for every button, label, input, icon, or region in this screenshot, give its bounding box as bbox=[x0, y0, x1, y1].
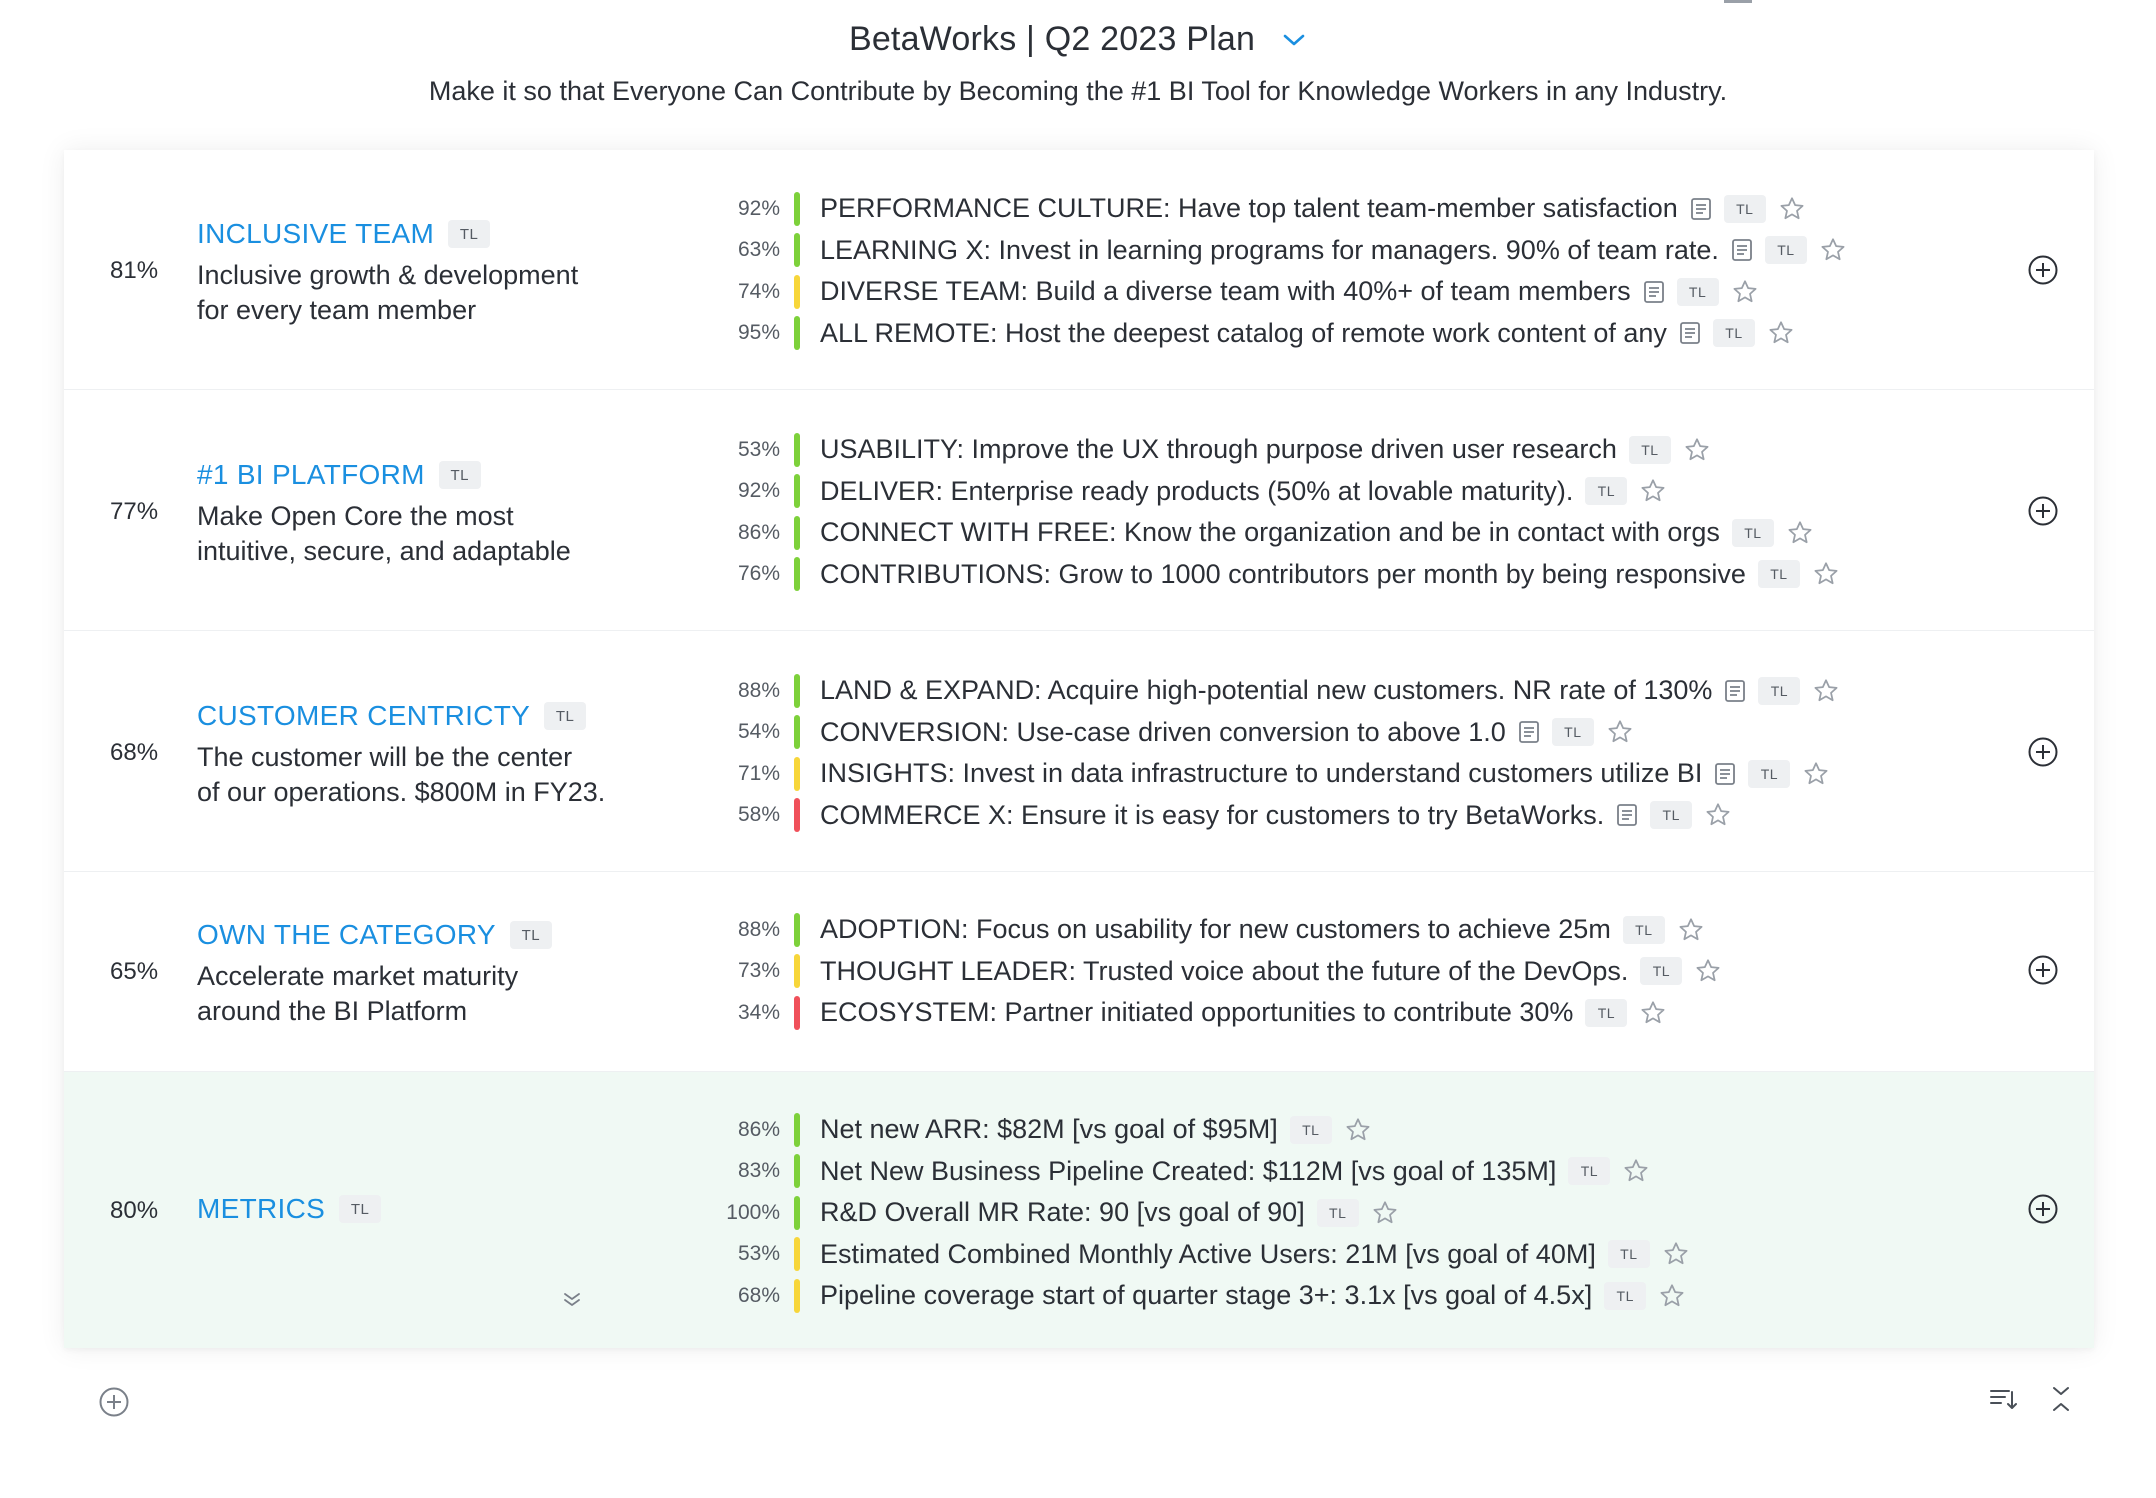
key-result bbox=[664, 188, 1847, 230]
status-bar-green bbox=[794, 316, 800, 350]
objective-inclusive-team bbox=[64, 150, 2094, 390]
add-key-result-button[interactable] bbox=[2027, 254, 2059, 286]
objective-description bbox=[197, 959, 627, 1029]
add-key-result-button[interactable] bbox=[2027, 954, 2059, 986]
objective-description bbox=[197, 499, 627, 569]
owner-badge[interactable]: TL bbox=[1640, 957, 1682, 985]
document-icon[interactable] bbox=[1643, 280, 1665, 304]
status-bar-green bbox=[794, 192, 800, 226]
kr-progress: 53% bbox=[737, 437, 780, 461]
star-icon[interactable] bbox=[1662, 1240, 1690, 1268]
star-icon[interactable] bbox=[1344, 1116, 1372, 1144]
sort-icon[interactable] bbox=[1988, 1384, 2018, 1414]
star-icon[interactable] bbox=[1658, 1282, 1686, 1310]
objective-description-line: The customer will be the center bbox=[197, 742, 573, 772]
kr-text[interactable]: Net New Business Pipeline Created: $112M [vs goal of 135M] bbox=[820, 1155, 1557, 1186]
status-bar-yellow bbox=[794, 954, 800, 988]
objective-header bbox=[197, 1193, 381, 1225]
status-bar-green bbox=[794, 1154, 800, 1188]
objective-title[interactable]: OWN THE CATEGORY bbox=[197, 919, 496, 950]
star-icon[interactable] bbox=[1606, 718, 1634, 746]
status-bar-green bbox=[794, 913, 800, 947]
star-icon[interactable] bbox=[1767, 319, 1795, 347]
key-result bbox=[664, 951, 1722, 993]
owner-badge[interactable]: TL bbox=[1290, 1116, 1332, 1144]
status-bar-yellow bbox=[794, 757, 800, 791]
objective-description-line: for every team member bbox=[197, 295, 477, 325]
owner-badge[interactable]: TL bbox=[1585, 999, 1627, 1027]
kr-text[interactable]: LAND & EXPAND: Acquire high-potential new customers. NR rate of 130% bbox=[820, 675, 1713, 706]
kr-progress: 88% bbox=[737, 678, 780, 702]
star-icon[interactable] bbox=[1786, 519, 1814, 547]
kr-progress: 92% bbox=[737, 479, 780, 503]
objective-title[interactable]: CUSTOMER CENTRICTY bbox=[197, 700, 531, 731]
objective-progress: 68% bbox=[110, 739, 159, 766]
owner-badge[interactable]: TL bbox=[1677, 278, 1719, 306]
kr-progress: 76% bbox=[737, 562, 780, 586]
add-key-result-button[interactable] bbox=[2027, 736, 2059, 768]
okr-board bbox=[64, 150, 2094, 1348]
owner-badge[interactable]: TL bbox=[1629, 436, 1671, 464]
owner-badge[interactable]: TL bbox=[1552, 718, 1594, 746]
objective-progress: 80% bbox=[110, 1197, 159, 1224]
kr-progress: 58% bbox=[737, 803, 780, 827]
objective-header bbox=[197, 919, 552, 951]
key-result bbox=[664, 992, 1722, 1034]
owner-badge[interactable]: TL bbox=[1724, 195, 1766, 223]
star-icon[interactable] bbox=[1677, 916, 1705, 944]
key-result bbox=[664, 429, 1840, 471]
status-bar-green bbox=[794, 433, 800, 467]
key-result bbox=[664, 1109, 1690, 1151]
star-icon[interactable] bbox=[1683, 436, 1711, 464]
add-objective-button[interactable] bbox=[98, 1386, 130, 1418]
kr-progress: 100% bbox=[726, 1200, 780, 1224]
kr-text[interactable]: DIVERSE TEAM: Build a diverse team with 40%+ of team members bbox=[820, 276, 1631, 307]
kr-text[interactable]: R&D Overall MR Rate: 90 [vs goal of 90] bbox=[820, 1197, 1305, 1228]
objective-title[interactable]: INCLUSIVE TEAM bbox=[197, 218, 435, 249]
star-icon[interactable] bbox=[1694, 957, 1722, 985]
key-result bbox=[664, 753, 1840, 795]
key-result bbox=[664, 471, 1840, 513]
objective-metrics bbox=[64, 1072, 2094, 1348]
kr-progress: 86% bbox=[737, 520, 780, 544]
kr-text[interactable]: Net new ARR: $82M [vs goal of $95M] bbox=[820, 1114, 1278, 1145]
status-bar-yellow bbox=[794, 1237, 800, 1271]
status-bar-red bbox=[794, 996, 800, 1030]
document-icon[interactable] bbox=[1690, 197, 1712, 221]
objective-description bbox=[197, 258, 627, 328]
objective-progress: 65% bbox=[110, 958, 159, 985]
objective-progress: 77% bbox=[110, 498, 159, 525]
kr-text[interactable]: Estimated Combined Monthly Active Users: 21M [vs goal of 40M] bbox=[820, 1238, 1596, 1269]
key-result bbox=[664, 230, 1847, 272]
owner-badge[interactable]: TL bbox=[339, 1195, 381, 1223]
top-edge-mark bbox=[1724, 0, 1752, 3]
star-icon[interactable] bbox=[1812, 560, 1840, 588]
document-icon[interactable] bbox=[1724, 679, 1746, 703]
document-icon[interactable] bbox=[1679, 321, 1701, 345]
key-results-list bbox=[664, 188, 1847, 354]
objective-bi-platform bbox=[64, 390, 2094, 631]
kr-progress: 54% bbox=[737, 720, 780, 744]
kr-text[interactable]: CONTRIBUTIONS: Grow to 1000 contributors per month by being responsive bbox=[820, 558, 1746, 589]
owner-badge[interactable]: TL bbox=[1608, 1240, 1650, 1268]
objective-description bbox=[197, 740, 627, 810]
kr-text[interactable]: ADOPTION: Focus on usability for new customers to achieve 25m bbox=[820, 914, 1611, 945]
owner-badge[interactable]: TL bbox=[1604, 1282, 1646, 1310]
star-icon[interactable] bbox=[1819, 236, 1847, 264]
owner-badge[interactable]: TL bbox=[1713, 319, 1755, 347]
owner-badge[interactable]: TL bbox=[439, 461, 481, 489]
owner-badge[interactable]: TL bbox=[1758, 677, 1800, 705]
kr-progress: 86% bbox=[737, 1117, 780, 1141]
kr-text[interactable]: CONNECT WITH FREE: Know the organization and be in contact with orgs bbox=[820, 517, 1720, 548]
objective-description-line: Make Open Core the most bbox=[197, 501, 514, 531]
owner-badge[interactable]: TL bbox=[510, 921, 552, 949]
owner-badge[interactable]: TL bbox=[544, 702, 586, 730]
key-result bbox=[664, 1151, 1690, 1193]
key-result bbox=[664, 554, 1840, 596]
star-icon[interactable] bbox=[1704, 801, 1732, 829]
kr-progress: 74% bbox=[737, 279, 780, 303]
objective-own-the-category bbox=[64, 872, 2094, 1072]
owner-badge[interactable]: TL bbox=[1765, 236, 1807, 264]
star-icon[interactable] bbox=[1639, 477, 1667, 505]
double-chevron-down-icon[interactable] bbox=[560, 1287, 584, 1311]
status-bar-red bbox=[794, 798, 800, 832]
star-icon[interactable] bbox=[1639, 999, 1667, 1027]
kr-progress: 53% bbox=[737, 1242, 780, 1266]
objective-progress: 81% bbox=[110, 257, 159, 284]
key-results-list bbox=[664, 909, 1722, 1034]
star-icon[interactable] bbox=[1778, 195, 1806, 223]
key-result bbox=[664, 1275, 1690, 1317]
collapse-all-icon[interactable] bbox=[2048, 1384, 2074, 1414]
owner-badge[interactable]: TL bbox=[1568, 1157, 1610, 1185]
plan-title[interactable]: BetaWorks | Q2 2023 Plan bbox=[848, 20, 1256, 58]
objective-header bbox=[197, 459, 481, 491]
owner-badge[interactable]: TL bbox=[1748, 760, 1790, 788]
key-result bbox=[664, 1192, 1690, 1234]
objective-title[interactable]: METRICS bbox=[197, 1193, 326, 1224]
kr-progress: 68% bbox=[737, 1283, 780, 1307]
kr-text[interactable]: PERFORMANCE CULTURE: Have top talent team-member satisfaction bbox=[820, 193, 1678, 224]
objective-header bbox=[197, 700, 586, 732]
document-icon[interactable] bbox=[1616, 803, 1638, 827]
kr-text[interactable]: ECOSYSTEM: Partner initiated opportunities to contribute 30% bbox=[820, 997, 1574, 1028]
status-bar-green bbox=[794, 674, 800, 708]
document-icon[interactable] bbox=[1731, 238, 1753, 262]
objective-customer-centricity bbox=[64, 631, 2094, 872]
status-bar-green bbox=[794, 474, 800, 508]
owner-badge[interactable]: TL bbox=[1317, 1199, 1359, 1227]
document-icon[interactable] bbox=[1714, 762, 1736, 786]
status-bar-green bbox=[794, 1113, 800, 1147]
kr-text[interactable]: THOUGHT LEADER: Trusted voice about the future of the DevOps. bbox=[820, 955, 1629, 986]
kr-progress: 83% bbox=[737, 1159, 780, 1183]
kr-text[interactable]: DELIVER: Enterprise ready products (50% at lovable maturity). bbox=[820, 475, 1574, 506]
chevron-down-icon[interactable] bbox=[1281, 27, 1307, 53]
objective-description-line: around the BI Platform bbox=[197, 996, 468, 1026]
objective-description-line: intuitive, secure, and adaptable bbox=[197, 536, 571, 566]
key-result bbox=[664, 670, 1840, 712]
star-icon[interactable] bbox=[1731, 278, 1759, 306]
add-key-result-button[interactable] bbox=[2027, 495, 2059, 527]
owner-badge[interactable]: TL bbox=[1623, 916, 1665, 944]
status-bar-yellow bbox=[794, 275, 800, 309]
kr-text[interactable]: LEARNING X: Invest in learning programs for managers. 90% of team rate. bbox=[820, 234, 1719, 265]
owner-badge[interactable]: TL bbox=[1650, 801, 1692, 829]
status-bar-green bbox=[794, 557, 800, 591]
objective-description-line: of our operations. $800M in FY23. bbox=[197, 777, 606, 807]
add-key-result-button[interactable] bbox=[2027, 1193, 2059, 1225]
owner-badge[interactable]: TL bbox=[1732, 519, 1774, 547]
star-icon[interactable] bbox=[1622, 1157, 1650, 1185]
objective-title[interactable]: #1 BI PLATFORM bbox=[197, 459, 425, 490]
key-result bbox=[664, 712, 1840, 754]
kr-progress: 63% bbox=[737, 238, 780, 262]
key-result bbox=[664, 795, 1840, 837]
kr-text[interactable]: USABILITY: Improve the UX through purpose driven user research bbox=[820, 434, 1617, 465]
kr-progress: 73% bbox=[737, 959, 780, 983]
owner-badge[interactable]: TL bbox=[1758, 560, 1800, 588]
key-result bbox=[664, 512, 1840, 554]
star-icon[interactable] bbox=[1812, 677, 1840, 705]
objective-description-line: Accelerate market maturity bbox=[197, 961, 519, 991]
status-bar-yellow bbox=[794, 1279, 800, 1313]
owner-badge[interactable]: TL bbox=[1585, 477, 1627, 505]
plan-mission: Make it so that Everyone Can Contribute by Becoming the #1 BI Tool for Knowledge Workers in any Industry. bbox=[428, 76, 1728, 106]
document-icon[interactable] bbox=[1518, 720, 1540, 744]
kr-progress: 92% bbox=[737, 196, 780, 220]
key-result bbox=[664, 909, 1722, 951]
objective-description-line: Inclusive growth & development bbox=[197, 260, 579, 290]
plan-title-row bbox=[0, 20, 2156, 59]
key-result bbox=[664, 313, 1847, 355]
owner-badge[interactable]: TL bbox=[448, 220, 490, 248]
kr-text[interactable]: INSIGHTS: Invest in data infrastructure to understand customers utilize BI bbox=[820, 758, 1703, 789]
kr-text[interactable]: Pipeline coverage start of quarter stage 3+: 3.1x [vs goal of 4.5x] bbox=[820, 1280, 1593, 1311]
key-results-list bbox=[664, 429, 1840, 595]
kr-progress: 71% bbox=[737, 761, 780, 785]
status-bar-green bbox=[794, 715, 800, 749]
star-icon[interactable] bbox=[1802, 760, 1830, 788]
status-bar-green bbox=[794, 516, 800, 550]
status-bar-green bbox=[794, 1196, 800, 1230]
kr-text[interactable]: CONVERSION: Use-case driven conversion to above 1.0 bbox=[820, 716, 1506, 747]
status-bar-green bbox=[794, 233, 800, 267]
kr-progress: 95% bbox=[737, 321, 780, 345]
kr-progress: 88% bbox=[737, 917, 780, 941]
key-result bbox=[664, 271, 1847, 313]
star-icon[interactable] bbox=[1371, 1199, 1399, 1227]
key-result bbox=[664, 1234, 1690, 1276]
kr-text[interactable]: COMMERCE X: Ensure it is easy for customers to try BetaWorks. bbox=[820, 799, 1605, 830]
key-results-list bbox=[664, 1109, 1690, 1317]
kr-progress: 34% bbox=[737, 1000, 780, 1024]
kr-text[interactable]: ALL REMOTE: Host the deepest catalog of remote work content of any bbox=[820, 317, 1667, 348]
key-results-list bbox=[664, 670, 1840, 836]
objective-header bbox=[197, 218, 490, 250]
